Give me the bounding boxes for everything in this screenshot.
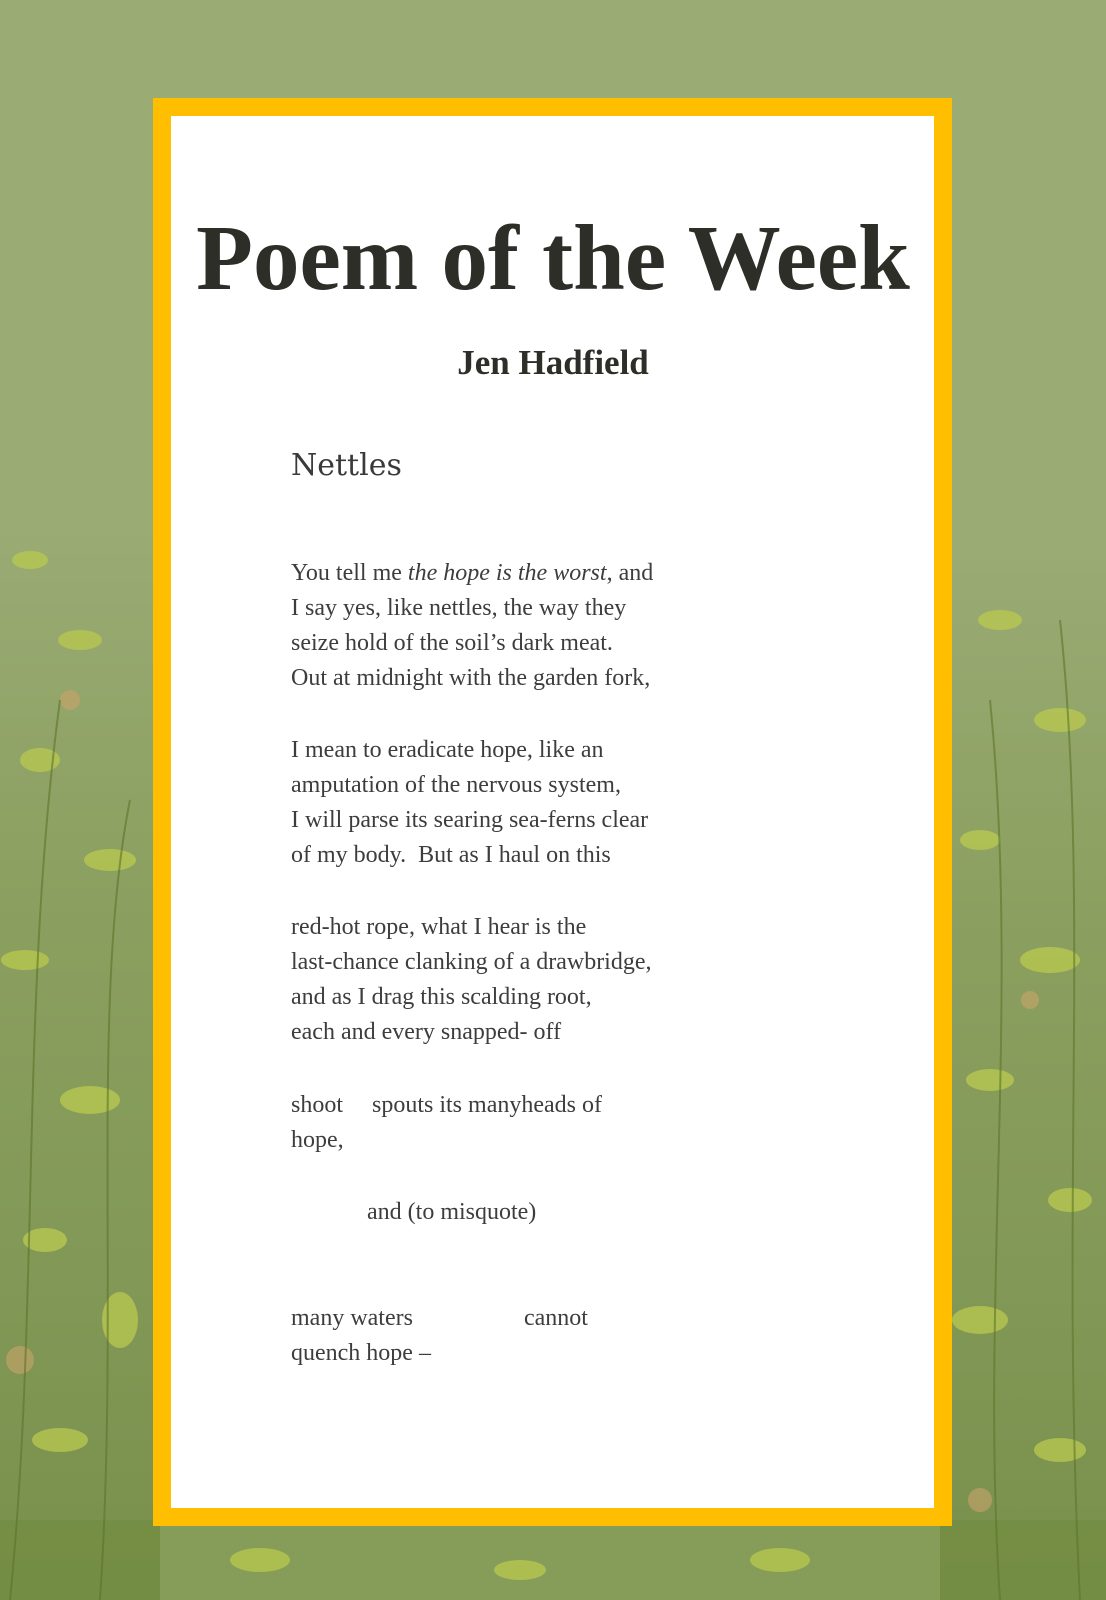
poem-line: seize hold of the soil’s dark meat. (291, 630, 613, 656)
poem-line: You tell me the hope is the worst, and (291, 560, 654, 586)
author-name: Jen Hadfield (457, 343, 649, 382)
poem-line: and (to misquote) (367, 1199, 537, 1225)
poem-line: I say yes, like nettles, the way they (291, 595, 627, 621)
poem-line: cannot (524, 1305, 588, 1331)
poem-line: and as I drag this scalding root, (291, 984, 592, 1010)
poem-line: Out at midnight with the garden fork, (291, 665, 651, 691)
poem-line: last-chance clanking of a drawbridge, (291, 949, 652, 975)
poem-line: hope, (291, 1127, 344, 1153)
poem-italic-phrase: the hope is the worst (407, 560, 607, 586)
poem-line: I will parse its searing sea-ferns clear (291, 807, 649, 833)
poem-line: red-hot rope, what I hear is the (291, 914, 587, 940)
poem-title: Nettles (291, 448, 402, 483)
poem-line: shoot (291, 1092, 344, 1118)
poem-line: amputation of the nervous system, (291, 772, 621, 798)
poem-line: many waters (291, 1305, 413, 1331)
poem-line: I mean to eradicate hope, like an (291, 737, 604, 763)
poem-line: each and every snapped- off (291, 1019, 562, 1045)
poem-line: of my body. But as I haul on this (291, 842, 611, 868)
poem-line: quench hope – (291, 1340, 431, 1366)
page-title: Poem of the Week (196, 207, 910, 310)
poem-line: spouts its manyheads of (372, 1092, 602, 1118)
